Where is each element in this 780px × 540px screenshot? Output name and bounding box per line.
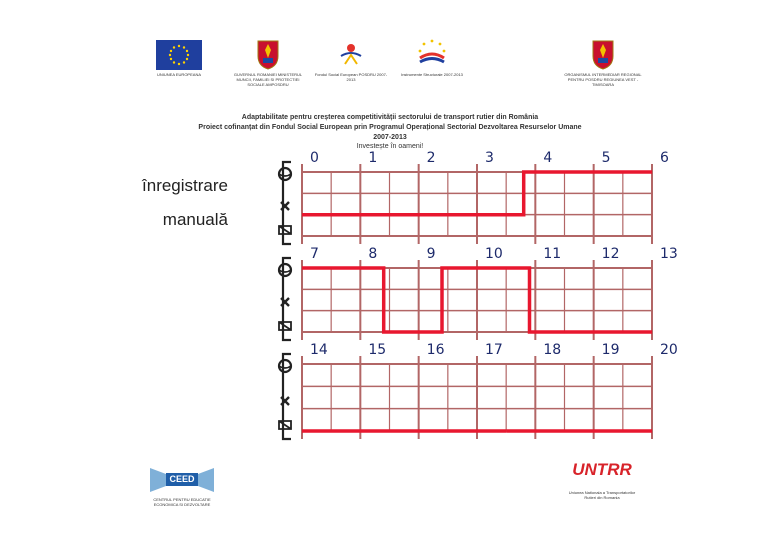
ceed-subtitle: CENTRUL PENTRU EDUCATIE ECONOMICA SI DEZVOLTARE (153, 497, 211, 507)
project-title: Adaptabilitate pentru creșterea competitivității sectorului de transport rutier din România (241, 114, 539, 121)
hour-label: 14 (310, 342, 328, 358)
hour-label: 19 (601, 342, 620, 358)
logo-eu-label: UNIUNEA EUROPEANA (156, 72, 201, 77)
side-label-line2: manuală (162, 210, 228, 229)
hour-label: 6 (660, 150, 669, 166)
hour-label: 20 (660, 342, 678, 358)
hour-label: 16 (426, 342, 445, 358)
hour-label: 0 (310, 150, 319, 166)
ceed-title: CEED (169, 474, 195, 484)
hour-label: 13 (660, 246, 678, 262)
rest-icon (279, 421, 291, 429)
hour-label: 8 (368, 246, 378, 262)
logo-oi-label: ORGANISMUL INTERMEDIAR REGIONAL PENTRU POSDRU REGIUNEA VEST - TIMISOARA (564, 72, 642, 87)
driving-icon-spoke (279, 174, 291, 176)
hour-label: 11 (543, 246, 562, 262)
driving-icon (279, 360, 291, 372)
project-motto: Investește în oameni! (356, 143, 424, 150)
hour-label: 5 (601, 150, 611, 166)
rest-icon (279, 322, 291, 330)
hour-label: 7 (310, 246, 319, 262)
driving-icon (279, 168, 291, 180)
driving-icon-spoke (279, 270, 291, 272)
logo-untrr (570, 460, 634, 488)
project-subtitle: Proiect cofinanțat din Fondul Social European prin Programul Operațional Sectorial Dezvoltarea Resurselor Umane (198, 124, 582, 131)
side-label-line1: înregistrare (142, 176, 228, 195)
hour-label: 4 (543, 150, 553, 166)
rest-icon (279, 226, 291, 234)
hour-label: 12 (601, 246, 620, 262)
hour-label: 15 (368, 342, 387, 358)
hour-label: 2 (426, 150, 436, 166)
untrr-subtitle: Uniunea Nationala a Transportatorilor Rutieri din Romania (568, 490, 636, 500)
hour-label: 1 (368, 150, 378, 166)
hour-label: 3 (485, 150, 494, 166)
driving-icon (279, 264, 291, 276)
logo-is-label: Instrumente Structurale 2007-2013 (401, 72, 463, 77)
hour-label: 17 (485, 342, 503, 358)
logo-gov-label: GUVERNUL ROMANIEI MINISTERUL MUNCII, FAMILIEI SI PROTECTIEI SOCIALE AMPOSDRU (233, 72, 303, 87)
hour-label: 9 (426, 246, 436, 262)
hour-label: 10 (485, 246, 503, 262)
untrr-title: UNTRR (572, 460, 632, 479)
logo-ceed (150, 466, 214, 494)
logo-fse-label: Fondul Social European POSDRU 2007-2013 (314, 72, 388, 82)
project-period: 2007-2013 (373, 134, 407, 141)
driving-icon-spoke (279, 366, 291, 368)
hour-label: 18 (543, 342, 562, 358)
